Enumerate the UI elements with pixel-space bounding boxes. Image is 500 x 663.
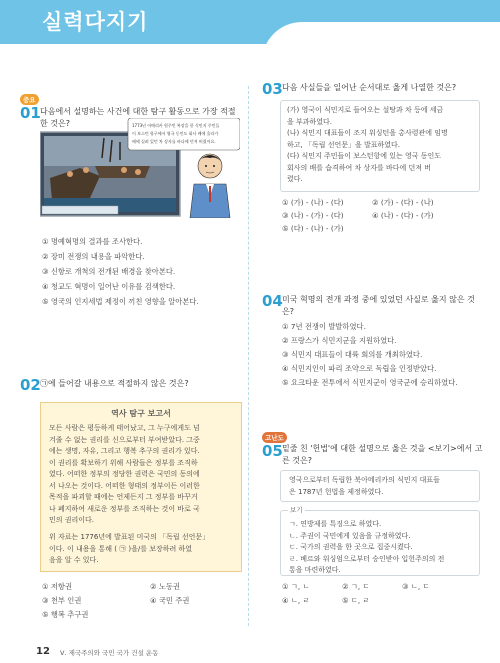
answer-option[interactable]: ⑤ (다) - (나) - (가): [282, 224, 344, 233]
bogi-item: ㄱ. 연방제를 특징으로 하였다.: [289, 520, 382, 528]
answer-option[interactable]: ③ 신항로 개척의 전개된 배경을 찾아본다.: [42, 267, 176, 276]
answer-option[interactable]: ① 저항권: [42, 582, 73, 591]
answer-option[interactable]: ③ 천부 인권: [42, 596, 82, 605]
source-line: 영국으로부터 독립한 북아메리카의 식민지 대표들: [289, 476, 440, 484]
title-part2: 다지기: [84, 10, 149, 34]
page-title: [42, 6, 148, 36]
report-line: 모든 사람은 평등하게 태어났고, 그 누구에게도 넘: [49, 424, 200, 432]
question-number: 04: [262, 292, 283, 310]
question-line: 른 것은?: [282, 456, 312, 465]
answer-option[interactable]: ④ 식민지인이 파리 조약으로 독립을 인정받았다.: [282, 364, 437, 373]
answer-option[interactable]: ④ 청교도 혁명이 일어난 이유를 검색한다.: [42, 282, 176, 291]
answer-option[interactable]: ⑤ 행복 추구권: [42, 610, 89, 619]
event-line: 을 부과하였다.: [287, 117, 333, 126]
question-text: [282, 443, 482, 467]
bogi-box: [280, 510, 480, 576]
bogi-item: 통을 마련하였다.: [289, 566, 341, 574]
answer-option[interactable]: ② ㄱ, ㄷ: [342, 582, 370, 591]
history-report-box: [40, 402, 242, 572]
question-number: 03: [262, 80, 283, 98]
answer-option[interactable]: ③ (나) - (가) - (다): [282, 211, 344, 220]
bogi-item: ㄴ. 주권이 국민에게 있음을 규정하였다.: [289, 531, 411, 540]
report-body: [49, 423, 200, 527]
answer-option[interactable]: ④ ㄴ, ㄹ: [282, 596, 310, 605]
important-badge: 중요: [20, 94, 39, 105]
report-line: 위 자료는 1776년에 발표된 미국의 「독립 선언문」: [49, 533, 210, 541]
event-line: (나) 식민지 대표들이 조지 워싱턴을 총사령관에 임명: [287, 129, 448, 137]
answer-option[interactable]: ⑤ 영국의 인지세법 제정이 끼친 영향을 알아본다.: [42, 297, 199, 306]
answer-option[interactable]: ② 노동권: [150, 582, 181, 591]
bogi-item: ㄹ. 베르와 워싱엄으로부터 승인받아 입헌주의의 전: [289, 554, 445, 563]
speech-bubble-line: 배에 실려 있던 차 상자를 바다에 던져 버렸어요.: [132, 139, 216, 144]
report-title: 역사 탐구 보고서: [111, 409, 171, 418]
events-box: [280, 100, 480, 192]
answer-option[interactable]: ① (가) - (나) - (다): [282, 198, 344, 207]
report-summary: [49, 532, 209, 567]
event-line: 렸다.: [287, 175, 303, 183]
question-line: 미국 혁명의 전개 과정 중에 있었던 사실로 옳지 않은 것: [282, 295, 475, 304]
bogi-list: [289, 519, 444, 577]
boston-tea-party-illustration: [40, 118, 240, 218]
event-line: (가) 영국이 식민지로 들여오는 설탕과 차 등에 세금: [287, 106, 444, 114]
event-line: 하고, 「독립 선언문」을 발표하였다.: [287, 140, 401, 149]
report-line: 겨줄 수 없는 권리를 신으로부터 부여받았다. 그중: [49, 435, 200, 444]
source-box: [280, 470, 480, 502]
report-line: 였다. 어떠한 정부의 정당한 권력은 국민의 동의에: [49, 470, 200, 478]
answer-option[interactable]: ② 프랑스가 식민지군을 지원하였다.: [282, 336, 397, 345]
difficulty-badge: 고난도: [262, 432, 287, 443]
answer-option[interactable]: ② (가) - (다) - (나): [372, 198, 434, 207]
question-number: 02: [20, 376, 41, 394]
event-line: (다) 식민지 주민들이 보스턴항에 있는 영국 동인도: [287, 152, 442, 160]
answer-option[interactable]: ③ 식민지 대표들이 대륙 회의를 개최하였다.: [282, 350, 423, 359]
answer-option[interactable]: ⑤ ㄷ, ㄹ: [342, 596, 370, 605]
event-line: 회사의 배를 습격하여 차 상자를 바다에 던져 버: [287, 163, 432, 172]
report-line: 나 폐지하여 새로운 정부를 조직하는 것이 바로 국: [49, 504, 200, 513]
bogi-label: 보기: [290, 506, 303, 514]
question-text: ㉠에 들어갈 내용으로 적절하지 않은 것은?: [40, 379, 189, 388]
answer-option[interactable]: ③ ㄴ, ㄷ: [402, 582, 430, 591]
question-number: 01: [20, 104, 41, 122]
question-line: 밑줄 친 '헌법'에 대한 설명으로 옳은 것을 <보기>에서 고: [282, 444, 483, 453]
report-line: 음을 알 수 있다.: [49, 556, 99, 564]
header-curve: [262, 22, 500, 82]
question-number: 05: [262, 442, 283, 460]
report-line: 민의 권리이다.: [49, 516, 95, 524]
report-line: 이 권리를 확보하기 위해 사람들은 정부를 조직하: [49, 458, 198, 467]
answer-option[interactable]: ⑤ 요크타운 전투에서 식민지군이 영국군에 승리하였다.: [282, 378, 458, 387]
question-text: [282, 294, 475, 318]
answer-option[interactable]: ④ (나) - (다) - (가): [372, 211, 434, 220]
column-divider: [248, 86, 249, 626]
bogi-item: ㄷ. 국가의 권력을 한 곳으로 집중시켰다.: [289, 543, 413, 551]
report-line: 에는 생명, 자유, 그리고 행복 추구의 권리가 있다.: [49, 447, 200, 455]
answer-option[interactable]: ④ 국민 주권: [150, 596, 190, 605]
question-text: 다음 사실들을 일어난 순서대로 옳게 나열한 것은?: [282, 83, 457, 92]
speech-bubble-line: 이 보스턴 항구에서 영국 동인도 회사 배에 올라가: [132, 131, 219, 136]
title-part1: 실력: [42, 10, 85, 34]
page-number: 12: [36, 646, 50, 657]
answer-option[interactable]: ② 장미 전쟁의 내용을 파악한다.: [42, 252, 145, 261]
question-line: 다음에서 설명하는 사건에 대한 탐구 활동으로 가장 적절: [40, 107, 236, 116]
chapter-title: Ⅴ. 제국주의와 국민 국가 건설 운동: [60, 649, 159, 657]
source-text: [289, 475, 440, 498]
answer-option[interactable]: ① ㄱ, ㄴ: [282, 582, 310, 591]
question-line: 은?: [282, 307, 294, 316]
report-line: 목적을 파괴할 때에는 언제든지 그 정부를 바꾸거: [49, 493, 198, 501]
question-line: 한 것은?: [40, 119, 70, 128]
speech-bubble-line: 1773년 아메리카 원주민 복장을 한 식민지 주민들: [132, 123, 220, 128]
answer-option[interactable]: ① 명예혁명의 결과를 조사한다.: [42, 237, 143, 246]
report-line: 이다. 이 내용을 통해 ( ㉠ )을/를 보장하려 하였: [49, 544, 193, 553]
report-line: 서 나오는 것이다. 어떠한 형태의 정부이든 이러한: [49, 481, 200, 490]
events-list: [287, 105, 448, 186]
answer-option[interactable]: ① 7년 전쟁이 발발하였다.: [282, 322, 366, 331]
source-line: 은 1787년 헌법을 제정하였다.: [289, 487, 384, 496]
